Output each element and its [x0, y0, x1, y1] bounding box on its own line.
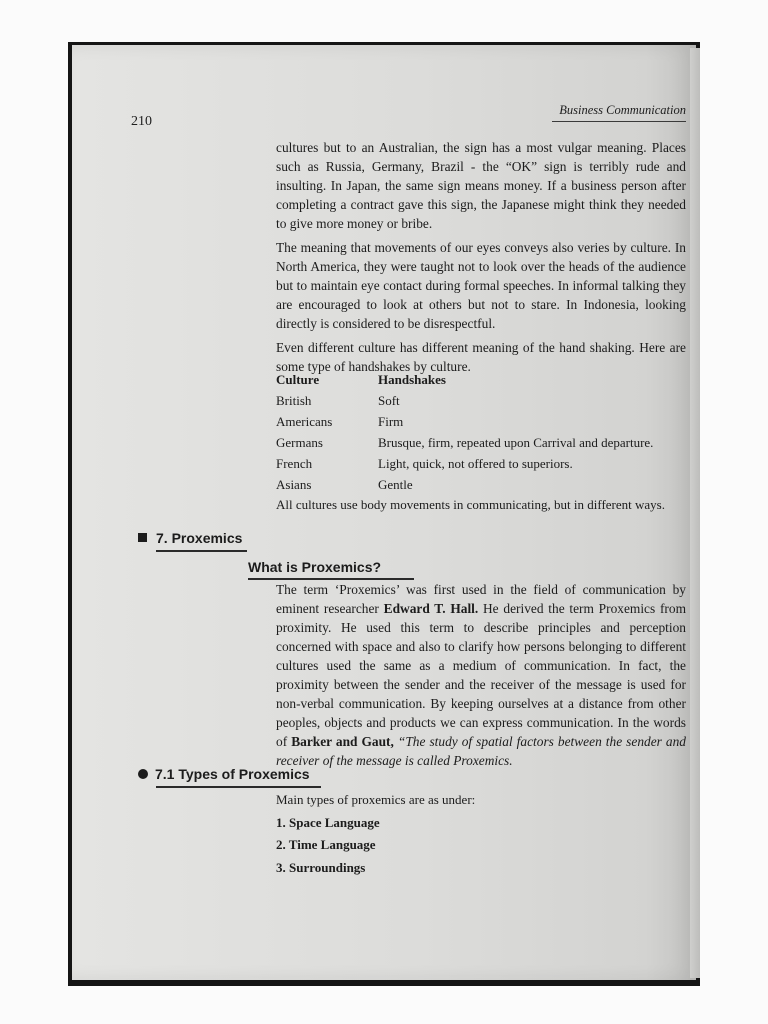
authors-name: Barker and Gaut,: [291, 734, 394, 749]
culture-cell: French: [276, 455, 313, 471]
paragraph-eye-movement: The meaning that movements of our eyes conveys also veries by culture. In North America, they were taught not to look over the heads of the audience but to maintain eye contact during formal speeches. In informal talking they are encouraged to look at others but not to stare. In Indonesia, looking directly is considered to be disrespectful.: [276, 240, 686, 331]
paragraph-ok-sign: cultures but to an Australian, the sign has a most vulgar meaning. Places such as Russia, Germany, Brazil - the “OK” sign is terribly rude and insulting. In Japan, the same sign means money. If a business person after completing a contract gave this sign, the Japanese might think they needed to give more money or bribe.: [276, 140, 686, 231]
intro-text: [276, 138, 686, 376]
square-bullet-icon: [138, 533, 147, 542]
section-title: 7.1 Types of Proxemics: [155, 766, 310, 782]
section-heading-proxemics: [138, 530, 242, 546]
handshake-cell: Light, quick, not offered to superiors.: [378, 455, 573, 471]
table-row: [276, 390, 696, 411]
table-closing-line: [276, 495, 696, 514]
proxemics-paragraph: [276, 580, 686, 770]
culture-cell: British: [276, 392, 312, 408]
page-number: 210: [131, 114, 152, 129]
table-header-row: [276, 369, 696, 390]
culture-cell: Americans: [276, 413, 333, 429]
proxemics-types-list: [276, 789, 475, 879]
section-title: 7. Proxemics: [156, 530, 243, 546]
heading-underline: [156, 786, 321, 788]
paragraph-handshake-intro: Even different culture has different meaning of the hand shaking. Here are some type of handshakes by culture.: [276, 340, 686, 374]
handshake-cell: Brusque, firm, repeated upon Carrival and departure.: [378, 434, 654, 450]
table-row: [276, 411, 696, 432]
list-item: 2. Time Language: [276, 837, 376, 852]
running-title-rule: [552, 121, 686, 122]
text-run: He derived the term Proxemics from proximity. He used this term to describe principles and perception concerned with space and also to clarify how persons belonging to different cultures used the same as a medium of communication. In fact, the proximity between the sender and the receiver of the message is used for non-verbal communication. By keeping ourselves at a distance from other peoples, objects and products we can express communication. In the words of: [276, 601, 686, 749]
column-header-culture: Culture: [276, 371, 320, 387]
list-intro: Main types of proxemics are as under:: [276, 792, 476, 807]
text-run: The term ‘Proxemics’ was first used in the field of communication by eminent researcher: [276, 582, 686, 616]
subheading-what-is-proxemics: What is Proxemics?: [248, 559, 382, 575]
list-item: 3. Surroundings: [276, 859, 366, 875]
column-header-handshakes: Handshakes: [378, 371, 446, 387]
heading-underline: [156, 550, 247, 552]
table-row: [276, 474, 696, 495]
table-row: [276, 432, 696, 453]
section-heading-types: [138, 766, 310, 782]
culture-cell: Asians: [276, 476, 312, 492]
researcher-name: Edward T. Hall.: [383, 601, 479, 616]
paragraph-proxemics-definition: [276, 580, 686, 770]
handshake-cell: Soft: [378, 392, 400, 408]
culture-cell: Germans: [276, 434, 323, 450]
handshake-cell: Firm: [378, 413, 404, 429]
definition-quote: “The study of spatial factors between the sender and receiver of the message is called Proxemics.: [276, 734, 686, 768]
list-item: 1. Space Language: [276, 814, 380, 830]
round-bullet-icon: [138, 769, 148, 779]
table-row: [276, 453, 696, 474]
running-title: Business Communication: [559, 103, 686, 117]
handshake-cell: Gentle: [378, 476, 413, 492]
handshake-table: [276, 369, 696, 514]
closing-sentence: All cultures use body movements in communicating, but in different ways.: [276, 496, 665, 512]
